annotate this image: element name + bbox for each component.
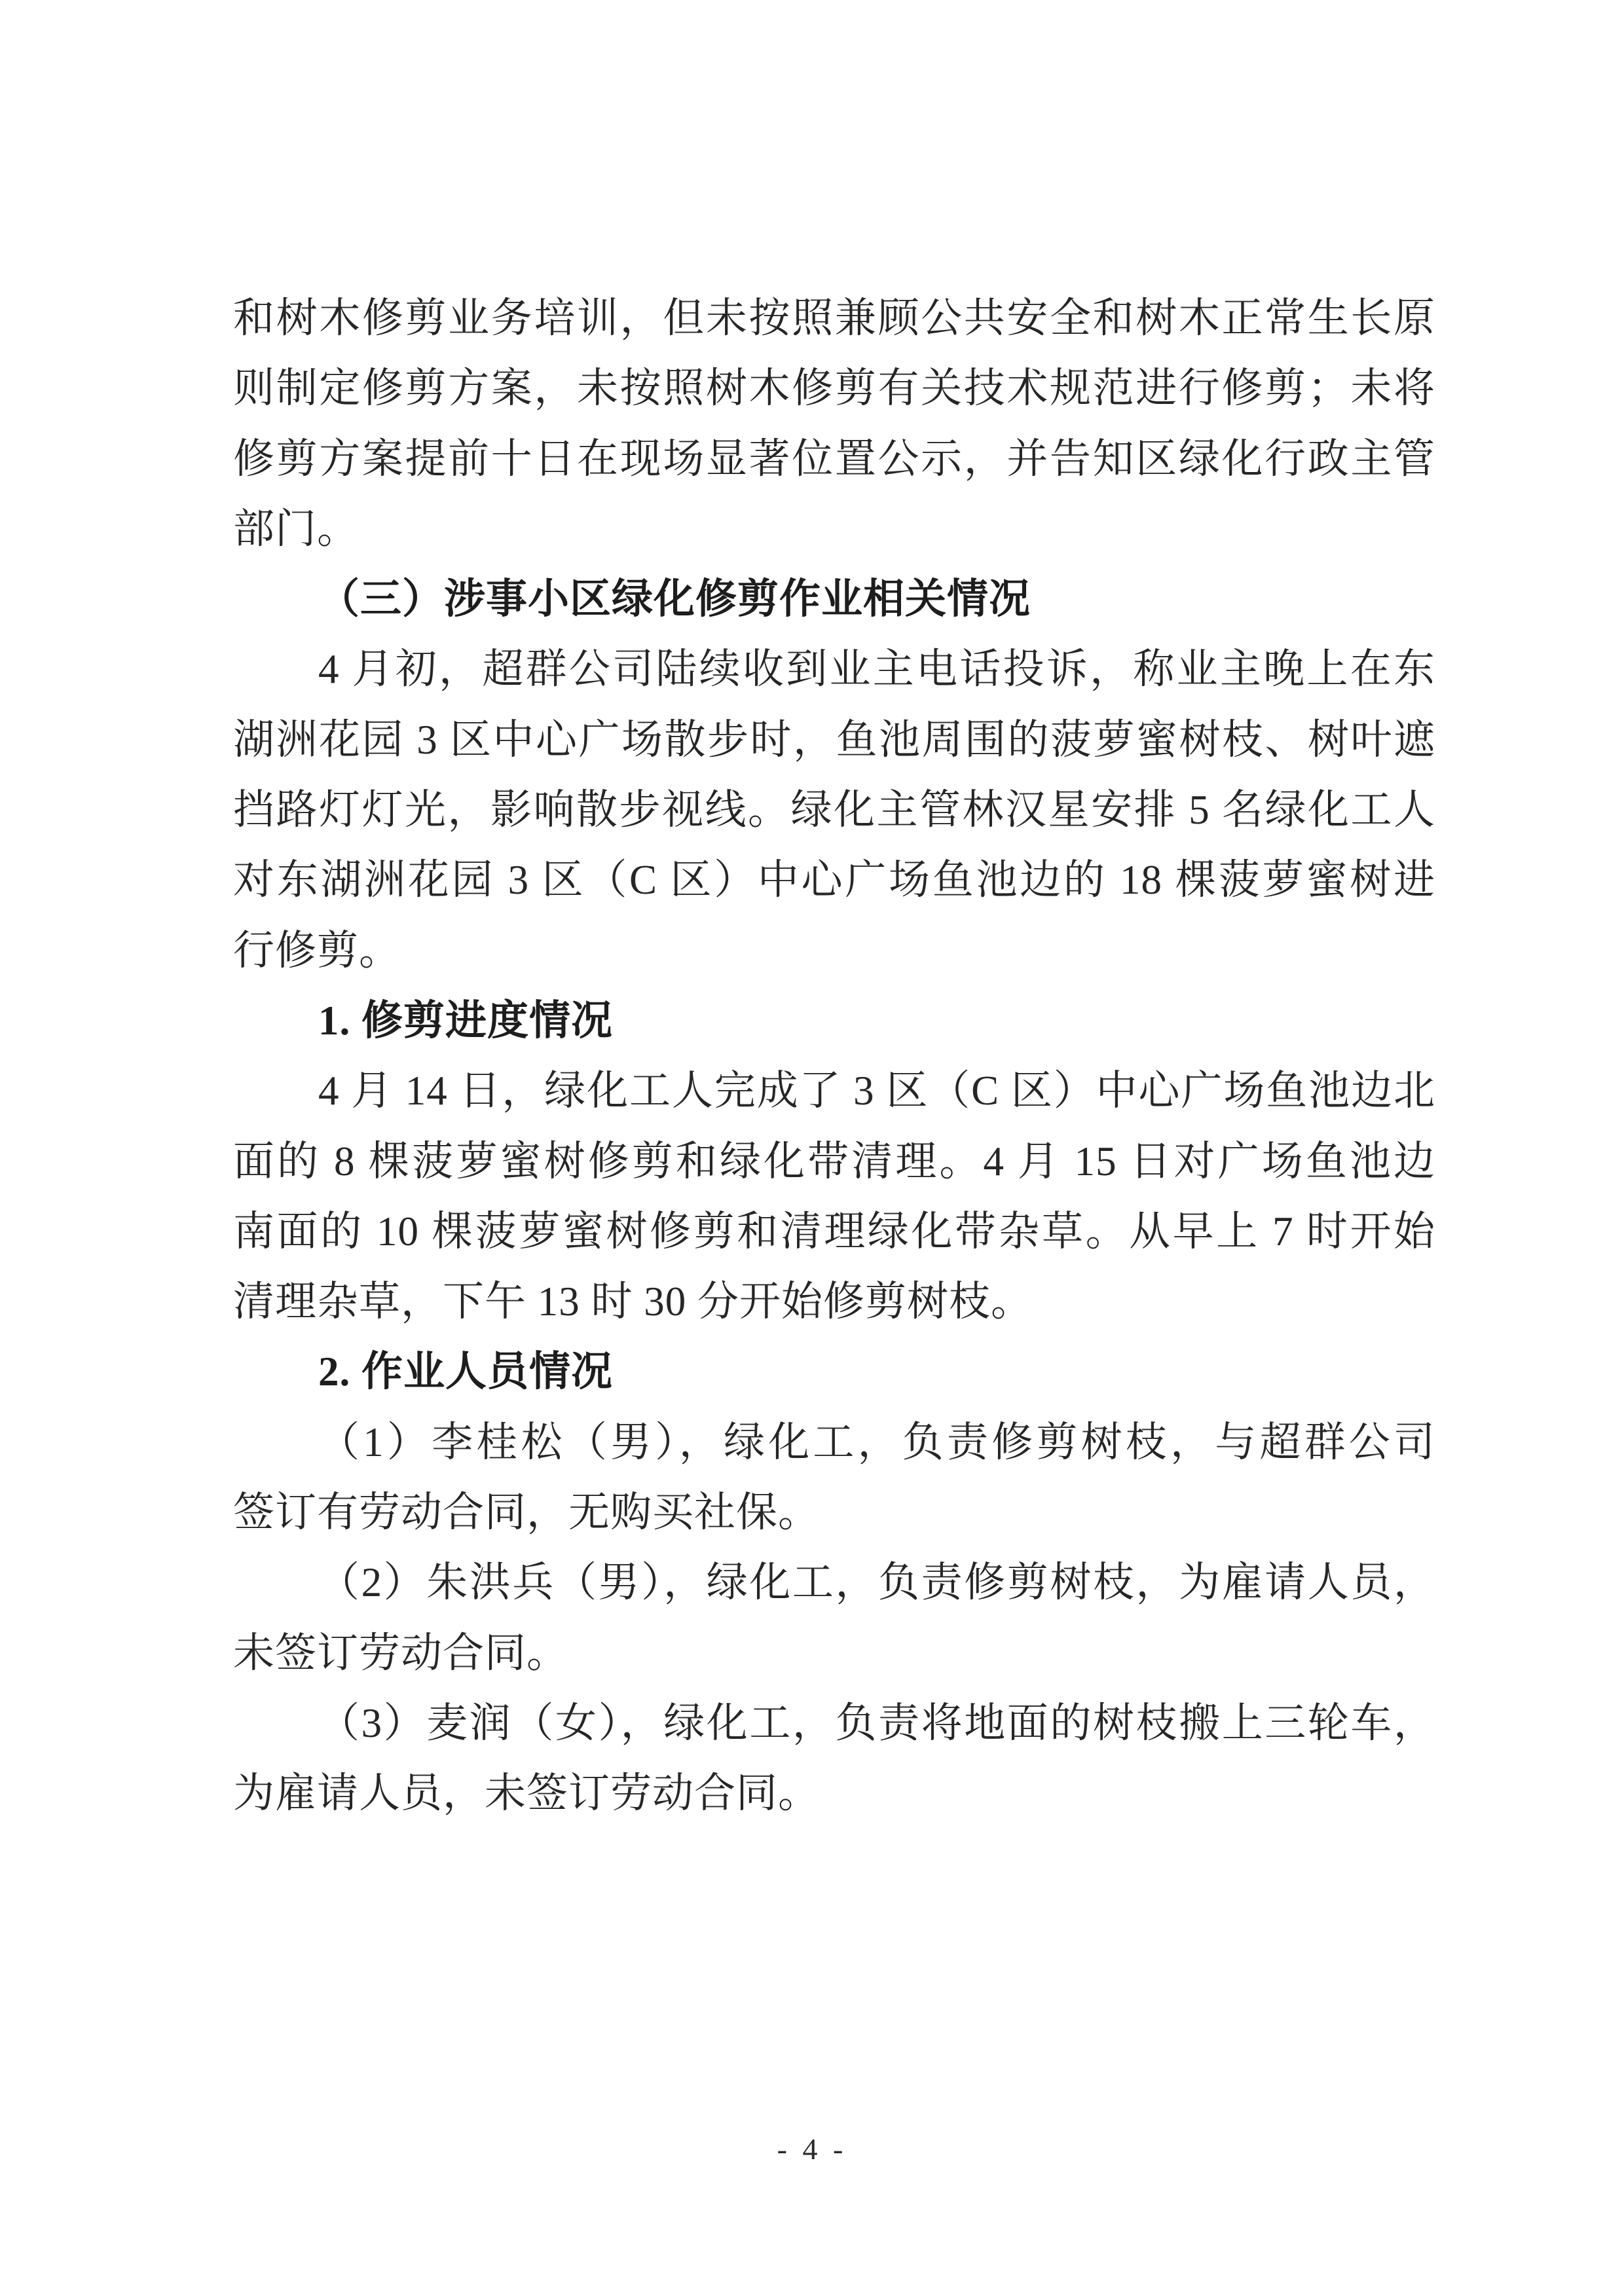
- numbered-heading-1: [233, 986, 1435, 1056]
- text-line: （三）涉事小区绿化修剪作业相关情况: [318, 576, 1031, 623]
- text-line: 未签订劳动合同。: [233, 1630, 568, 1676]
- text-line: 2. 作业人员情况: [318, 1349, 613, 1395]
- text-line: 4 月初，超群公司陆续收到业主电话投诉，称业主晚上在东: [318, 646, 1435, 693]
- paragraph-complaints: [233, 634, 1435, 985]
- text-line: 挡路灯灯光，影响散步视线。绿化主管林汉星安排 5 名绿化工人: [233, 787, 1435, 833]
- page-footer: [0, 2129, 1624, 2170]
- paragraph-progress: [233, 1056, 1435, 1337]
- text-line: 行修剪。: [233, 927, 401, 974]
- text-line: 湖洲花园 3 区中心广场散步时，鱼池周围的菠萝蜜树枝、树叶遮: [233, 716, 1435, 763]
- text-line: （2）朱洪兵（男），绿化工，负责修剪树枝，为雇请人员，: [318, 1559, 1435, 1606]
- text-line: 清理杂草，下午 13 时 30 分开始修剪树枝。: [233, 1279, 1033, 1325]
- page-number: - 4 -: [777, 2132, 847, 2166]
- text-line: 则制定修剪方案，未按照树木修剪有关技术规范进行修剪；未将: [233, 365, 1435, 412]
- text-line: （1）李桂松（男），绿化工，负责修剪树枝，与超群公司: [318, 1419, 1435, 1465]
- paragraph-worker-3: [233, 1688, 1435, 1829]
- text-line: 对东湖洲花园 3 区（C 区）中心广场鱼池边的 18 棵菠萝蜜树进: [233, 857, 1435, 903]
- paragraph-continued: [233, 283, 1435, 564]
- document-content: [233, 283, 1435, 1829]
- text-line: 为雇请人员，未签订劳动合同。: [233, 1770, 820, 1817]
- text-line: 修剪方案提前十日在现场显著位置公示，并告知区绿化行政主管: [233, 435, 1435, 482]
- text-line: 南面的 10 棵菠萝蜜树修剪和清理绿化带杂草。从早上 7 时开始: [233, 1208, 1435, 1254]
- text-line: 1. 修剪进度情况: [318, 997, 613, 1044]
- text-line: 签订有劳动合同，无购买社保。: [233, 1489, 820, 1536]
- text-line: 面的 8 棵菠萝蜜树修剪和绿化带清理。4 月 15 日对广场鱼池边: [233, 1138, 1435, 1184]
- paragraph-worker-1: [233, 1408, 1435, 1548]
- text-line: （3）麦润（女），绿化工，负责将地面的树枝搬上三轮车，: [318, 1700, 1435, 1746]
- section-heading-3: [233, 564, 1435, 634]
- numbered-heading-2: [233, 1337, 1435, 1407]
- paragraph-worker-2: [233, 1548, 1435, 1688]
- text-line: 4 月 14 日，绿化工人完成了 3 区（C 区）中心广场鱼池边北: [318, 1068, 1435, 1114]
- text-line: 和树木修剪业务培训，但未按照兼顾公共安全和树木正常生长原: [233, 295, 1435, 341]
- text-line: 部门。: [233, 505, 359, 552]
